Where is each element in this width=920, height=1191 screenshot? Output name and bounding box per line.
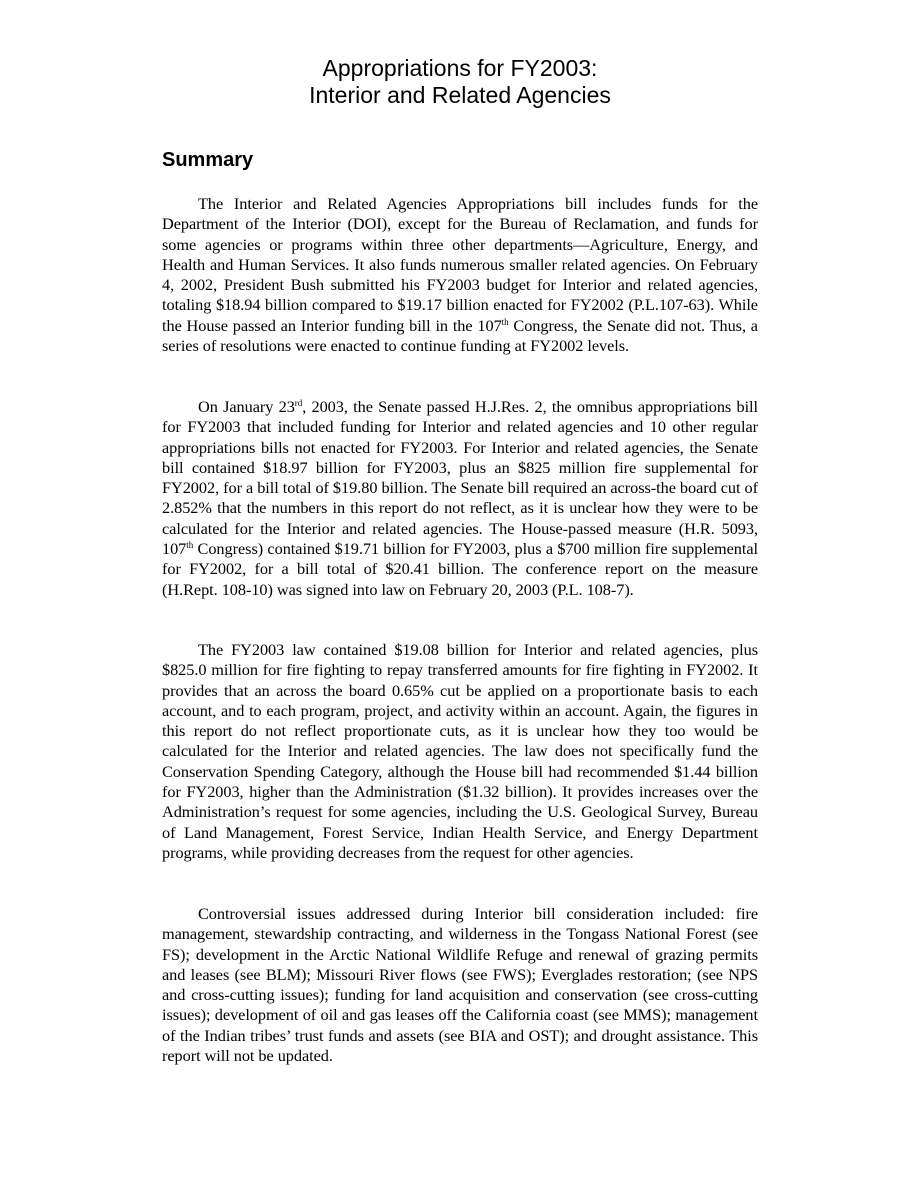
p2-text-a: On January 23 — [198, 397, 295, 416]
p1-superscript: th — [501, 316, 509, 327]
summary-heading: Summary — [162, 149, 254, 171]
summary-paragraph-3: The FY2003 law contained $19.08 billion for Interior and related agencies, plus $825.0 million for fire fighting to repay transferred amounts for fire fighting in FY2002. It provides that an across the board 0.65% cut be applied on a proportionate basis to each account, and to each program, project, and activity within an account. Again, the figures in this report do not reflect proportionate cuts, as it is unclear how they too would be calculated for the Interior and related agencies. The law does not specifically fund the Conservation Spending Category, although the House bill had recommended $1.44 billion for FY2003, higher than the Administration ($1.32 billion). It provides increases over the Administration’s request for some agencies, including the U.S. Geological Survey, Bureau of Land Management, Forest Service, Indian Health Service, and Energy Department programs, while providing decreases from the request for other agencies. — [162, 640, 758, 862]
title-line-2: Interior and Related Agencies — [309, 82, 611, 108]
summary-paragraph-1 — [162, 194, 758, 356]
summary-paragraph-2 — [162, 397, 758, 600]
document-title — [0, 55, 920, 109]
p2-text-b: , 2003, the Senate passed H.J.Res. 2, the omnibus appropriations bill for FY2003 that included funding for Interior and related agencies and 10 other regular appropriations bills not enacted for FY2003. For Interior and related agencies, the Senate bill contained $18.97 billion for FY2003, plus an $825 million fire supplemental for FY2002, for a bill total of $19.80 billion. The Senate bill required an across-the board cut of 2.852% that the numbers in this report do not reflect, as it is unclear how they were to be calculated for the Interior and related agencies. The House-passed measure (H.R. 5093, 107 — [162, 397, 758, 559]
summary-paragraph-4: Controversial issues addressed during Interior bill consideration included: fire management, stewardship contracting, and wilderness in the Tongass National Forest (see FS); development in the Arctic National Wildlife Refuge and renewal of grazing permits and leases (see BLM); Missouri River flows (see FWS); Everglades restoration; (see NPS and cross-cutting issues); funding for land acquisition and conservation (see cross-cutting issues); development of oil and gas leases off the California coast (see MMS); management of the Indian tribes’ trust funds and assets (see BIA and OST); and drought assistance. This report will not be updated. — [162, 904, 758, 1066]
p2-text-c: Congress) contained $19.71 billion for FY2003, plus a $700 million fire supplemental for FY2002, for a bill total of $20.41 billion. The conference report on the measure (H.Rept. 108-10) was signed into law on February 20, 2003 (P.L. 108-7). — [162, 539, 758, 599]
p2-superscript-2: th — [186, 540, 194, 551]
p1-text-b: Congress, the Senate did not. Thus, a series of resolutions were enacted to continue funding at FY2002 levels. — [162, 315, 758, 356]
p2-superscript-1: rd — [294, 398, 303, 408]
title-line-1: Appropriations for FY2003: — [322, 55, 598, 81]
p1-text-a: The Interior and Related Agencies Appropriations bill includes funds for the Department of the Interior (DOI), except for the Bureau of Reclamation, and funds for some agencies or programs within three other departments—Agriculture, Energy, and Health and Human Services. It also funds numerous smaller related agencies. On February 4, 2002, President Bush submitted his FY2003 budget for Interior and related agencies, totaling $18.94 billion compared to $19.17 billion enacted for FY2002 (P.L.107-63). While the House passed an Interior funding bill in the 107 — [162, 194, 758, 335]
